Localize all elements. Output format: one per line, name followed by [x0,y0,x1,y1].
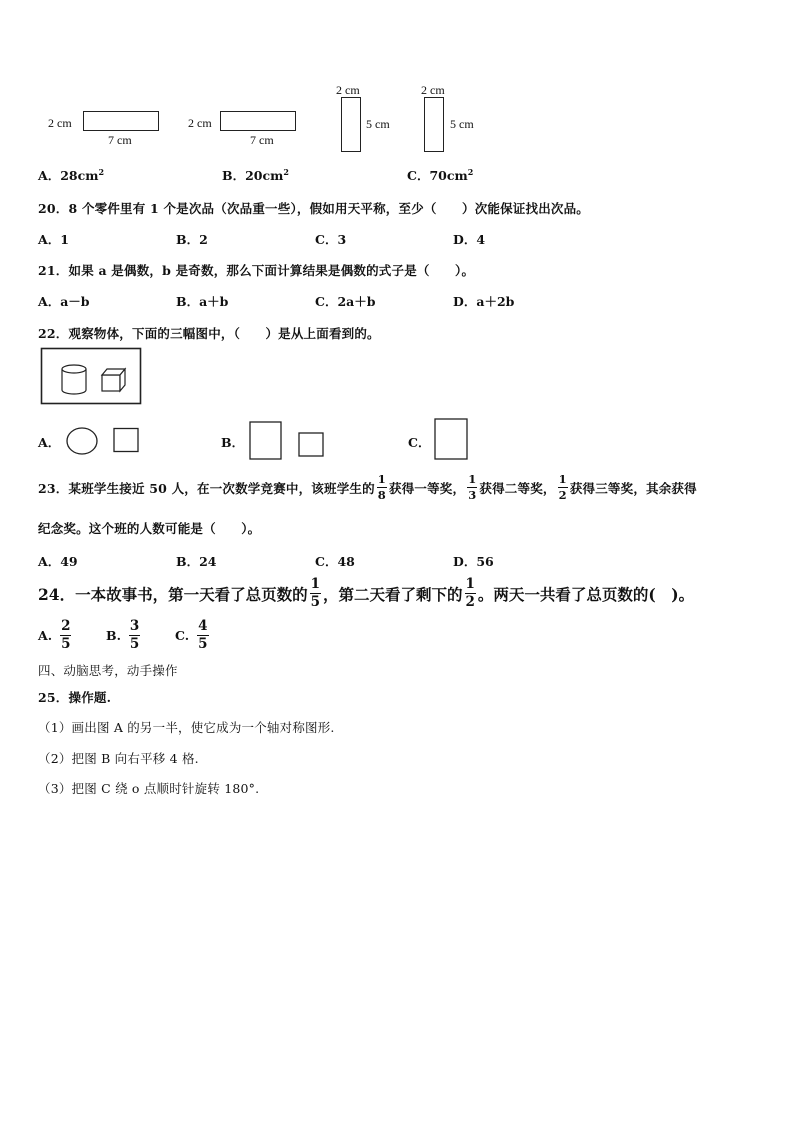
fraction-one-third: $\frac{1}{3}$ [468,472,477,502]
fig-b-rectangle [220,111,296,131]
q23-option-a: A．49 [38,554,78,569]
fig-a-length-label: 7 cm [108,133,132,147]
fig-d-side-label: 5 cm [450,117,474,131]
q24-option-a: A. $\frac{2}{5}$ [38,618,71,652]
fig-c-side-label: 5 cm [366,117,390,131]
q24-option-c: C. $\frac{4}{5}$ [175,618,208,652]
q22-option-a-label: A． [38,435,61,450]
fig-b-length-label: 7 cm [250,133,274,147]
fig-d-rectangle [424,97,444,152]
section-4-title: 四、动脑思考，动手操作 [38,663,178,678]
cube-shape [102,369,125,391]
q21-option-c: C．2a＋b [315,294,376,309]
fig-b-width-label: 2 cm [188,116,212,130]
q19-option-b: B．$20cm^2$ [222,166,289,183]
q23-option-b: B．24 [176,554,217,569]
q22-option-b-label: B． [221,435,245,450]
fraction-one-half: $\frac{1}{2}$ [558,472,567,502]
fig-a-width-label: 2 cm [48,116,72,130]
fig-d-top-label: 2 cm [421,83,445,97]
square-shape [299,433,323,456]
q25-item-2: （2）把图 B 向右平移 4 格. [38,751,199,766]
q20-option-b: B．2 [176,232,208,247]
q21-option-a: A．a－b [38,294,90,309]
q24-option-b: B. $\frac{3}{5}$ [106,618,140,652]
q25-item-1: （1）画出图 A 的另一半，使它成为一个轴对称图形. [38,720,335,735]
q24-text: 24．一本故事书，第一天看了总页数的 $\frac{1}{5}$ ，第二天看了剩下的 $\frac{1}{2}$ 。两天一共看了总页数的( )。 [38,576,695,610]
q20-option-d: D．4 [453,232,486,247]
q22-objects-figure [40,347,142,405]
q20-option-a: A．1 [38,232,69,247]
q21-text: 21．如果 a 是偶数，b 是奇数，那么下面计算结果是偶数的式子是（ ）。 [38,263,475,278]
square-shape [114,429,138,452]
cylinder-shape [62,365,86,394]
q25-title: 25．操作题. [38,690,112,705]
tall-rectangle-shape [250,422,281,459]
q23-text-line2: 纪念奖。这个班的人数可能是（ ）。 [38,521,261,536]
q22-option-c-figure [430,416,474,462]
q22-option-c-label: C． [408,435,431,450]
q23-option-d: D．56 [453,554,494,569]
q22-option-a-figure [64,425,144,459]
fig-a-rectangle [83,111,159,131]
q22-frame [42,349,141,404]
q20-text: 20．8 个零件里有 1 个是次品（次品重一些），假如用天平称，至少（ ）次能保证找出次品。 [38,201,589,216]
q22-text: 22．观察物体，下面的三幅图中，（ ）是从上面看到的。 [38,326,380,341]
q19-option-a: A．$28cm^2$ [38,166,105,183]
fig-c-rectangle [341,97,361,152]
circle-shape [67,428,97,454]
fraction-one-half: $\frac{1}{2}$ [465,576,475,610]
q22-option-b-figure [246,419,328,463]
q23-option-c: C．48 [315,554,355,569]
tall-rectangle-shape [435,419,467,459]
fig-c-top-label: 2 cm [336,83,360,97]
fraction-one-eighth: $\frac{1}{8}$ [377,472,386,502]
q21-option-d: D．a＋2b [453,294,515,309]
q25-item-3: （3）把图 C 绕 o 点顺时针旋转 180°. [38,781,260,796]
q21-option-b: B．a＋b [176,294,229,309]
fraction-one-fifth: $\frac{1}{5}$ [310,576,320,610]
q19-option-c: C．$70cm^2$ [407,166,474,183]
q20-option-c: C．3 [315,232,347,247]
q23-text: 23．某班学生接近 50 人，在一次数学竞赛中，该班学生的 $\frac{1}{8}$ 获得一等奖， $\frac{1}{3}$ 获得二等奖， $\frac{1}{2}$ 获得三等奖，其余获得 [38,472,697,502]
